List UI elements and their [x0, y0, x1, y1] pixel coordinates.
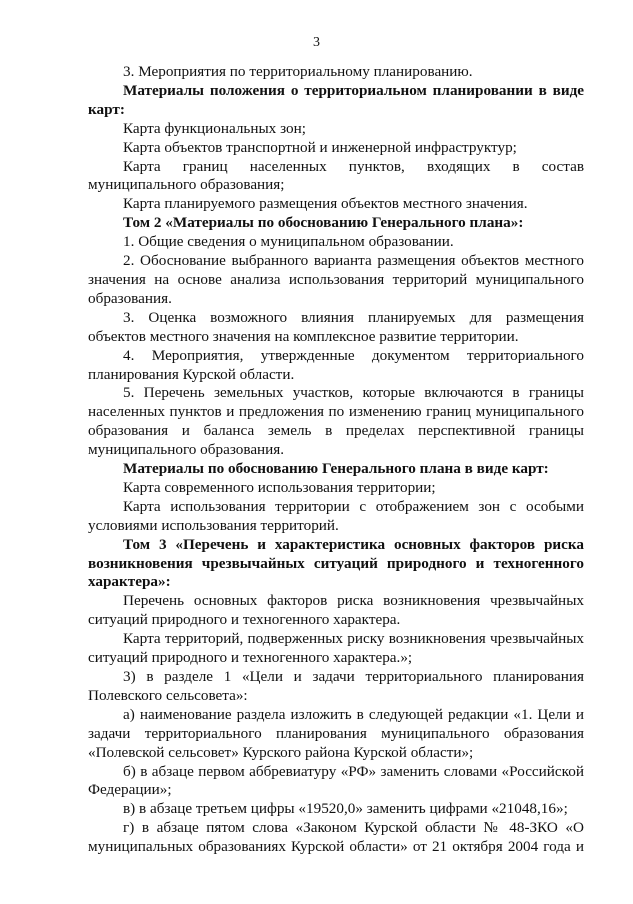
paragraph: Карта объектов транспортной и инженерной инфраструктур;	[123, 138, 517, 156]
paragraph: а) наименование раздела изложить в следующей редакции «1. Цели и задачи территориального планирования муниципального образования «Полевской сельсовет» Курского района Курской области»;	[88, 705, 584, 761]
document-body	[88, 63, 584, 857]
paragraph: Карта планируемого размещения объектов местного значения.	[123, 195, 528, 213]
paragraph: Карта границ населенных пунктов, входящих в состав муниципального образования;	[88, 157, 584, 194]
paragraph: 3. Оценка возможного влияния планируемых для размещения объектов местного значения на комплексное развитие территории.	[88, 308, 584, 345]
section-heading: Материалы положения о территориальном планировании в виде карт:	[88, 81, 584, 118]
paragraph: б) в абзаце первом аббревиатуру «РФ» заменить словами «Российской Федерации»;	[88, 762, 584, 799]
paragraph: 3. Мероприятия по территориальному планированию.	[123, 63, 473, 80]
paragraph: г) в абзаце пятом слова «Законом Курской области № 48-ЗКО «О муниципальных образованиях Курской области» от 21 октября 2004 года и	[88, 819, 584, 856]
paragraph: 4. Мероприятия, утвержденные документом территориального планирования Курской области.	[88, 346, 584, 383]
paragraph: Карта современного использования территории;	[123, 478, 436, 496]
paragraph: в) в абзаце третьем цифры «19520,0» заменить цифрами «21048,16»;	[123, 800, 568, 818]
page-number: 3	[313, 35, 320, 50]
paragraph: 1. Общие сведения о муниципальном образовании.	[123, 233, 454, 251]
section-heading: Том 2 «Материалы по обоснованию Генерального плана»:	[123, 214, 524, 232]
paragraph: Карта территорий, подверженных риску возникновения чрезвычайных ситуаций природного и техногенного характера.»;	[88, 630, 584, 667]
paragraph: Перечень основных факторов риска возникновения чрезвычайных ситуаций природного и техногенного характера.	[88, 592, 584, 629]
paragraph: 2. Обоснование выбранного варианта размещения объектов местного значения на основе анализа использования территорий муниципального образования.	[88, 252, 584, 307]
paragraph: 3) в разделе 1 «Цели и задачи территориального планирования Полевского сельсовета»:	[88, 668, 584, 704]
section-heading: Том 3 «Перечень и характеристика основных факторов риска возникновения чрезвычайных ситуаций природного и техногенного характера»:	[88, 535, 584, 591]
paragraph: 5. Перечень земельных участков, которые включаются в границы населенных пунктов и предложения по изменению границ муниципального образования и баланса земель в пределах перспективной границы муниципального образования.	[88, 384, 584, 459]
paragraph: Карта использования территории с отображением зон с особыми условиями использования территорий.	[88, 497, 584, 534]
section-heading: Материалы по обоснованию Генерального плана в виде карт:	[123, 460, 549, 478]
paragraph: Карта функциональных зон;	[123, 119, 306, 137]
